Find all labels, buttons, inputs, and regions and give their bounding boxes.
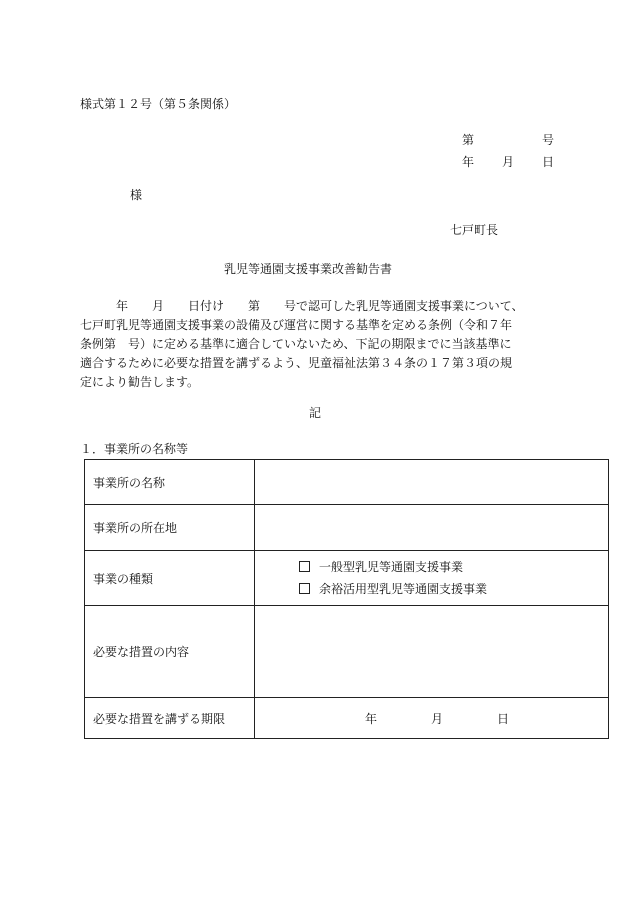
checkbox-icon[interactable]	[299, 561, 310, 572]
business-type-cell	[255, 551, 609, 606]
measures-cell[interactable]	[255, 606, 609, 698]
issuer: 七戸町長	[450, 223, 499, 237]
deadline-year: 年	[365, 711, 378, 726]
doc-number-suffix: 号	[541, 133, 554, 147]
document-title: 乳児等通園支援事業改善勧告書	[224, 262, 393, 276]
facility-name-label: 事業所の名称	[85, 460, 255, 505]
measures-label: 必要な措置の内容	[85, 606, 255, 698]
form-number: 様式第１２号（第５条関係）	[80, 97, 237, 111]
business-type-option-label: 一般型乳児等通園支援事業	[319, 560, 464, 574]
section-heading: １．事業所の名称等	[80, 442, 189, 456]
doc-number-prefix: 第	[462, 133, 475, 147]
ki-heading: 記	[309, 406, 322, 420]
business-type-label: 事業の種類	[85, 551, 255, 606]
business-type-option[interactable]	[255, 578, 608, 600]
deadline-day: 日	[497, 711, 510, 726]
body-line: 定により勧告します。	[80, 375, 200, 389]
doc-number-row	[462, 132, 554, 154]
table-row	[85, 551, 609, 606]
deadline-label: 必要な措置を講ずる期限	[85, 698, 255, 739]
body-paragraph	[80, 297, 560, 392]
doc-date-day: 日	[541, 155, 554, 169]
facility-address-label: 事業所の所在地	[85, 505, 255, 551]
body-line: 年 月 日付け 第 号で認可した乳児等通園支援事業について、	[80, 299, 524, 313]
body-line: 条例第 号）に定める基準に適合していないため、下記の期限までに当該基準に	[80, 337, 512, 351]
doc-date-month: 月	[501, 155, 514, 169]
body-line: 七戸町乳児等通園支援事業の設備及び運営に関する基準を定める条例（令和７年	[80, 318, 513, 332]
facility-name-cell[interactable]	[255, 460, 609, 505]
business-type-option-label: 余裕活用型乳児等通園支援事業	[319, 582, 488, 596]
doc-date-year: 年	[462, 155, 475, 169]
table-row	[85, 505, 609, 551]
doc-date-row	[462, 154, 554, 172]
facility-info-table	[84, 459, 609, 739]
business-type-option[interactable]	[255, 556, 608, 578]
deadline-month: 月	[431, 711, 444, 726]
table-row	[85, 698, 609, 739]
facility-address-cell[interactable]	[255, 505, 609, 551]
table-row	[85, 460, 609, 505]
doc-number-date-block	[462, 132, 554, 172]
body-line: 適合するために必要な措置を講ずるよう、児童福祉法第３４条の１７第３項の規	[80, 356, 513, 370]
deadline-date	[255, 710, 608, 727]
addressee-suffix: 様	[130, 188, 143, 202]
deadline-cell[interactable]	[255, 698, 609, 739]
checkbox-icon[interactable]	[299, 583, 310, 594]
table-row	[85, 606, 609, 698]
